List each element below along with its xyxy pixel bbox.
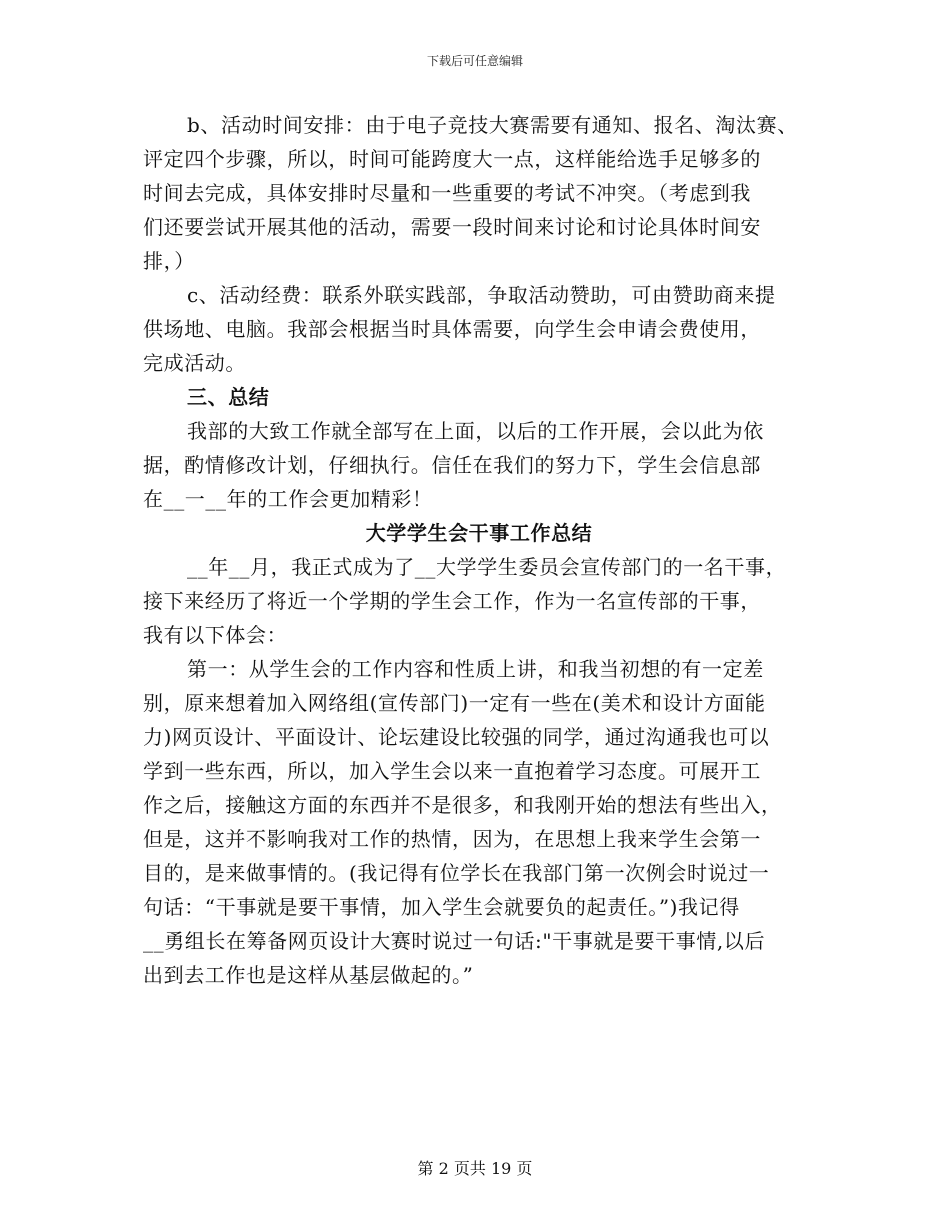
paragraph-line: 在__一__年的工作会更加精彩！ [143, 487, 433, 511]
paragraph-line: __年__月，我正式成为了__大学学生委员会宣传部门的一名干事， [187, 555, 787, 579]
paragraph-line: 但是，这并不影响我对工作的热情，因为，在思想上我来学生会第一 [143, 827, 761, 851]
paragraph-line: 力)网页设计、平面设计、论坛建设比较强的同学，通过沟通我也可以 [143, 725, 770, 749]
section-heading: 三、总结 [187, 385, 270, 409]
document-title: 大学学生会干事工作总结 [365, 521, 593, 545]
paragraph-line: 时间去完成，具体安排时尽量和一些重要的考试不冲突。（考虑到我 [143, 181, 751, 205]
paragraph-line: 我部的大致工作就全部写在上面，以后的工作开展，会以此为依 [187, 419, 764, 443]
paragraph-line: 出到去工作也是这样从基层做起的。” [143, 963, 474, 987]
paragraph-line: 我有以下体会： [143, 623, 288, 647]
paragraph-line: 句话：“干事就是要干事情，加入学生会就要负的起责任。”)我记得 [143, 895, 740, 919]
paragraph-line: 据，酌情修改计划，仔细执行。信任在我们的努力下，学生会信息部 [143, 453, 761, 477]
paragraph-line: 们还要尝试开展其他的活动，需要一段时间来讨论和讨论具体时间安 [143, 215, 761, 239]
paragraph-line: 评定四个步骤，所以，时间可能跨度大一点，这样能给选手足够多的 [143, 147, 761, 171]
paragraph-line: 供场地、电脑。我部会根据当时具体需要，向学生会申请会费使用， [143, 317, 761, 341]
paragraph-line: 目的，是来做事情的。(我记得有位学长在我部门第一次例会时说过一 [143, 861, 770, 885]
page-header: 下载后可任意编辑 [426, 54, 523, 68]
paragraph-line: c、活动经费：联系外联实践部，争取活动赞助，可由赞助商来提 [187, 283, 776, 307]
paragraph-line: __勇组长在筹备网页设计大赛时说过一句话:"干事就是要干事情,以后 [143, 929, 766, 953]
paragraph-line: 完成活动。 [143, 351, 246, 375]
document-body [143, 108, 815, 992]
paragraph-line: 别，原来想着加入网络组(宣传部门)一定有一些在(美术和设计方面能 [143, 691, 766, 715]
page-footer: 第 2 页共 19 页 [417, 1159, 533, 1178]
paragraph-line: 作之后，接触这方面的东西并不是很多，和我刚开始的想法有些出入， [143, 793, 782, 817]
paragraph-line: 排，） [143, 249, 195, 273]
paragraph-line: 第一：从学生会的工作内容和性质上讲，和我当初想的有一定差 [187, 657, 764, 681]
paragraph-line: 学到一些东西，所以，加入学生会以来一直抱着学习态度。可展开工 [143, 759, 761, 783]
paragraph-line: 接下来经历了将近一个学期的学生会工作，作为一名宣传部的干事， [143, 589, 761, 613]
paragraph-line: b、活动时间安排：由于电子竞技大赛需要有通知、报名、淘汰赛、 [187, 113, 798, 137]
